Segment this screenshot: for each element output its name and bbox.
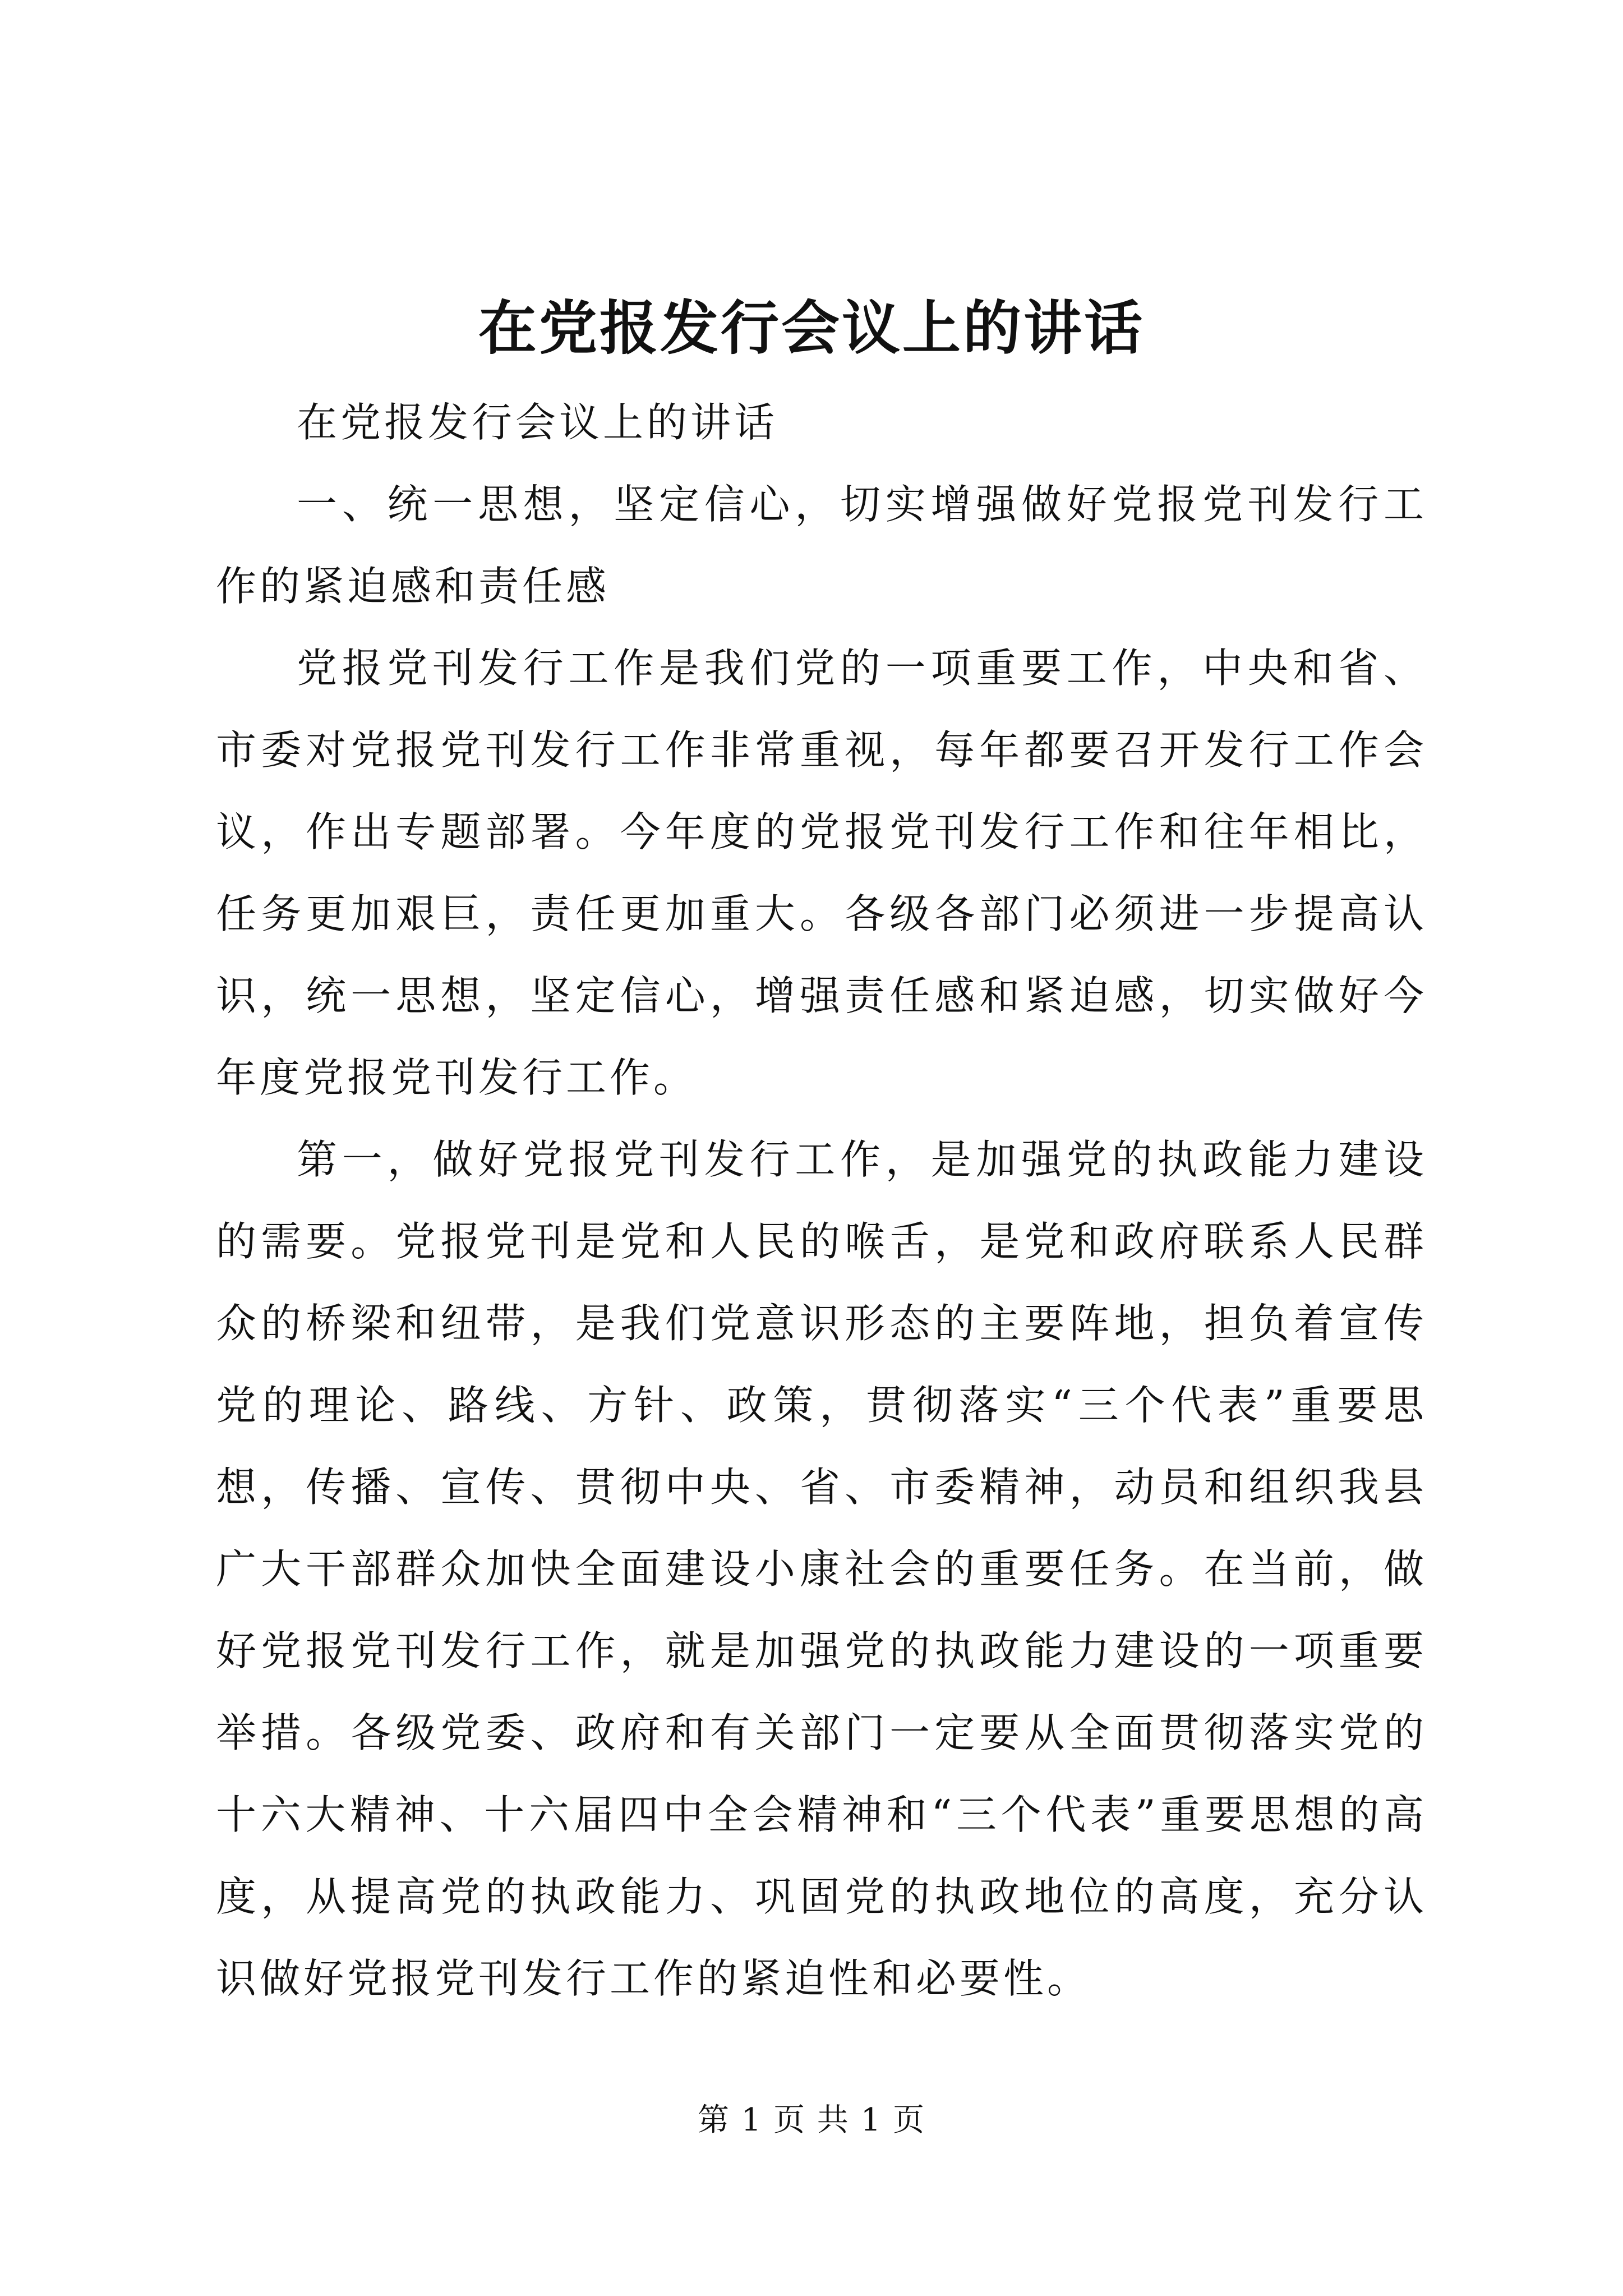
paragraph-intro: 党报党刊发行工作是我们党的一项重要工作，中央和省、市委对党报党刊发行工作非常重视，每年都要召开发行工作会议，作出专题部署。今年度的党报党刊发行工作和往年相比，任务更加艰巨，责任更加重大。各级各部门必须进一步提高认识，统一思想，坚定信心，增强责任感和紧迫感，切实做好今年度党报党刊发行工作。: [216, 645, 1427, 1101]
paragraph-subtitle: 在党报发行会议上的讲话: [297, 399, 778, 446]
page-title: 在党报发行会议上的讲话: [478, 293, 1145, 362]
paragraph-first-point: 第一，做好党报党刊发行工作，是加强党的执政能力建设的需要。党报党刊是党和人民的喉舌，是党和政府联系人民群众的桥梁和纽带，是我们党意识形态的主要阵地，担负着宣传党的理论、路线、方针、政策，贯彻落实“三个代表”重要思想，传播、宣传、贯彻中央、省、市委精神，动员和组织我县广大干部群众加快全面建设小康社会的重要任务。在当前，做好党报党刊发行工作，就是加强党的执政能力建设的一项重要举措。各级党委、政府和有关部门一定要从全面贯彻落实党的十六大精神、十六届四中全会精神和“三个代表”重要思想的高度，从提高党的执政能力、巩固党的执政地位的高度，充分认识做好党报党刊发行工作的紧迫性和必要性。: [216, 1136, 1427, 2002]
document-body: [216, 381, 1427, 2019]
page-footer: 第 1 页 共 1 页: [697, 2102, 926, 2138]
paragraph-section-heading: 一、统一思想，坚定信心，切实增强做好党报党刊发行工作的紧迫感和责任感: [216, 481, 1427, 610]
